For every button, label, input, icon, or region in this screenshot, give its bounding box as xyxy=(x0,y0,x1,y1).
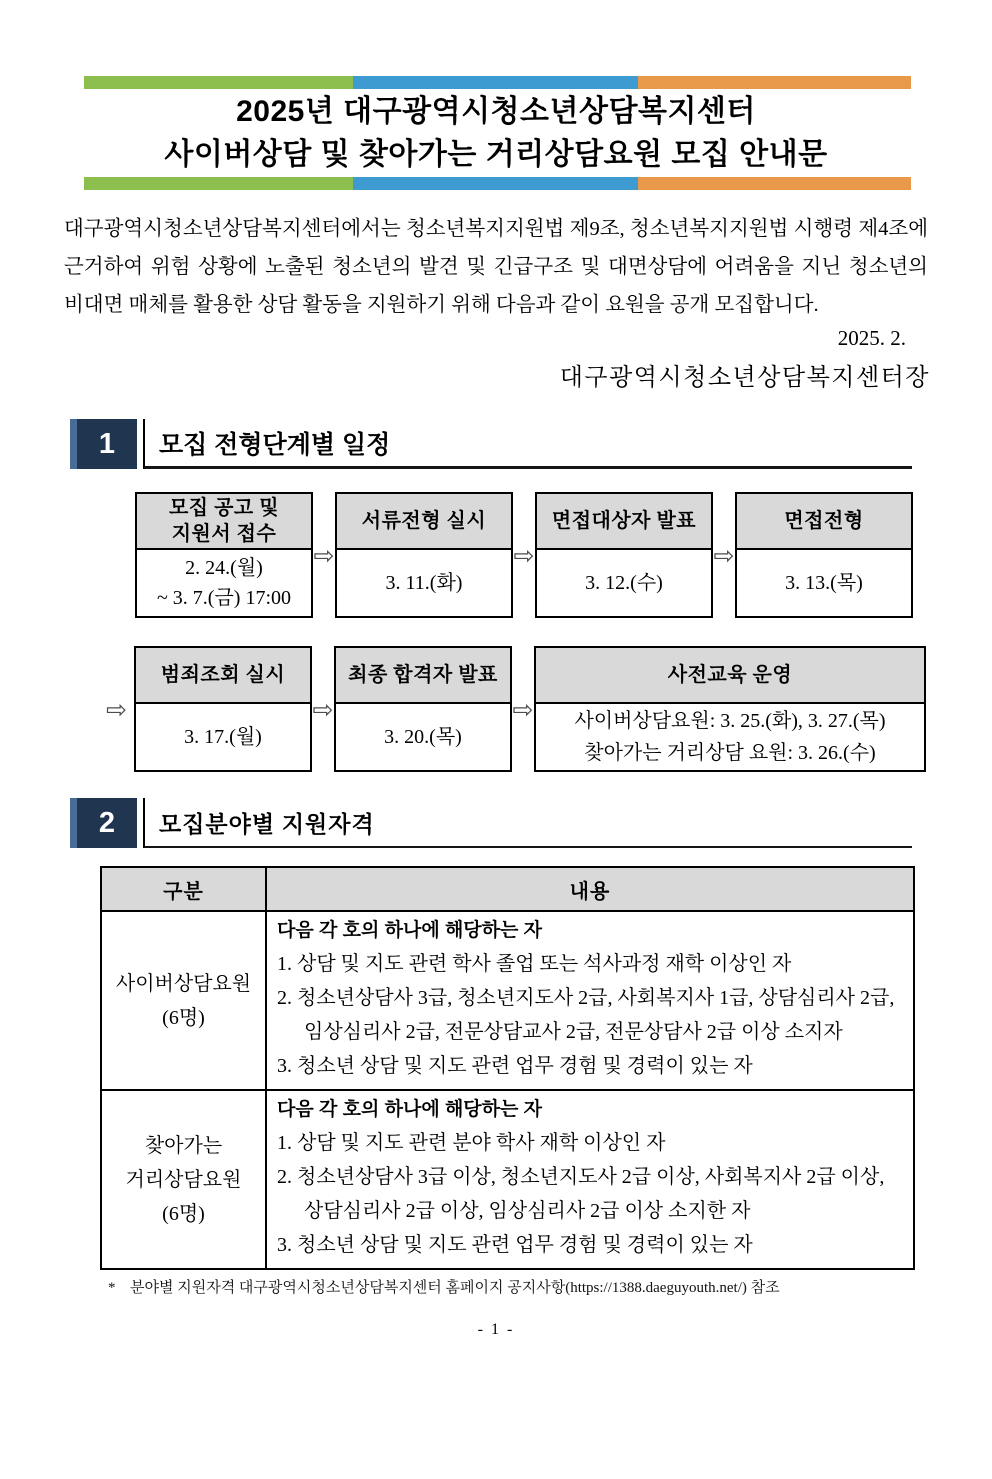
flow-box-title: 사전교육 운영 xyxy=(667,664,793,686)
page-number: - 1 - xyxy=(477,1321,515,1338)
category-name: 거리상담요원 xyxy=(125,1168,242,1191)
flow-box-interview xyxy=(735,492,913,618)
section-2-title: 모집분야별 지원자격 xyxy=(159,811,375,837)
banner-segment-blue xyxy=(353,177,638,190)
qualification-table xyxy=(100,866,915,1270)
flow-box-date: 3. 17.(월) xyxy=(184,726,262,748)
flow-box-title: 모집 공고 및 xyxy=(168,497,280,519)
flow-arrow-icon: ⇨ xyxy=(512,694,534,724)
flow-box-title: 면접전형 xyxy=(784,510,864,532)
category-count: (6명) xyxy=(162,1202,205,1225)
flow-box-date: 2. 24.(월) xyxy=(185,557,263,579)
flow-box-date: 3. 20.(목) xyxy=(384,726,462,748)
table-header-row xyxy=(101,867,914,911)
flow-box-pre-training xyxy=(534,646,926,772)
flow-box-date: 찾아가는 거리상담 요원: 3. 26.(수) xyxy=(584,742,876,764)
flow-box-interview-announcement xyxy=(535,492,713,618)
flow-arrow-icon: ⇨ xyxy=(312,694,334,724)
column-header-category: 구분 xyxy=(101,867,266,911)
flow-box-application xyxy=(135,492,313,618)
section-number-accent-strip xyxy=(70,798,77,848)
qualification-item: 2. 청소년상담사 3급, 청소년지도사 2급, 사회복지사 1급, 상담심리사 2급, 임상심리사 2급, 전문상담교사 2급, 전문상담사 2급 이상 소지자 xyxy=(277,987,895,1043)
flow-box-title: 지원서 접수 xyxy=(171,523,277,545)
flow-box-background-check xyxy=(134,646,312,772)
category-count: (6명) xyxy=(162,1006,205,1029)
footnote-marker: * xyxy=(108,1280,116,1296)
flow-arrow-icon: ⇨ xyxy=(106,694,127,724)
flow-box-title: 면접대상자 발표 xyxy=(551,510,697,532)
section-1-header xyxy=(70,419,912,469)
schedule-flow-row-2 xyxy=(104,646,992,772)
table-row-cyber-counselor xyxy=(101,911,914,1090)
flow-box-document-screening xyxy=(335,492,513,618)
flow-arrow-icon: ⇨ xyxy=(313,540,335,570)
banner-segment-blue xyxy=(353,76,638,89)
flow-arrow-icon: ⇨ xyxy=(513,540,535,570)
flow-box-title: 서류전형 실시 xyxy=(361,510,487,532)
document-title-line1: 2025년 대구광역시청소년상담복지센터 xyxy=(236,95,756,128)
category-name: 사이버상담요원 xyxy=(115,972,252,995)
flow-box-title: 범죄조회 실시 xyxy=(160,664,286,686)
banner-segment-green xyxy=(84,177,353,190)
flow-box-title: 최종 합격자 발표 xyxy=(348,664,498,686)
document-title-line2: 사이버상담 및 찾아가는 거리상담요원 모집 안내문 xyxy=(164,138,828,171)
banner-bar-top xyxy=(84,76,911,89)
flow-arrow-icon: ⇨ xyxy=(713,540,735,570)
qualification-item: 1. 상담 및 지도 관련 학사 졸업 또는 석사과정 재학 이상인 자 xyxy=(277,953,792,975)
footnote xyxy=(108,1276,932,1297)
flow-box-date: 3. 11.(화) xyxy=(385,572,463,594)
issue-date: 2025. 2. xyxy=(837,326,906,350)
qualification-lead: 다음 각 호의 하나에 해당하는 자 xyxy=(277,920,542,941)
qualification-item: 3. 청소년 상담 및 지도 관련 업무 경험 및 경력이 있는 자 xyxy=(277,1055,753,1077)
flow-box-date: 3. 13.(목) xyxy=(785,572,863,594)
section-1-title: 모집 전형단계별 일정 xyxy=(159,430,391,459)
flow-box-final-announcement xyxy=(334,646,512,772)
issuer-signature: 대구광역시청소년상담복지센터장 xyxy=(559,365,930,391)
table-row-street-counselor xyxy=(101,1090,914,1269)
footnote-text: 분야별 지원자격 대구광역시청소년상담복지센터 홈페이지 공지사항(https://1388.daeguyouth.net/) 참조 xyxy=(130,1280,780,1296)
banner-segment-orange xyxy=(638,76,911,89)
column-header-content: 내용 xyxy=(266,867,914,911)
flow-box-date: ~ 3. 7.(금) 17:00 xyxy=(156,587,292,609)
qualification-item: 3. 청소년 상담 및 지도 관련 업무 경험 및 경력이 있는 자 xyxy=(277,1234,753,1256)
banner-segment-green xyxy=(84,76,353,89)
section-1-number-badge: 1 xyxy=(77,419,137,469)
qualification-lead: 다음 각 호의 하나에 해당하는 자 xyxy=(277,1099,542,1120)
document-title xyxy=(42,90,950,176)
flow-box-date: 3. 12.(수) xyxy=(585,572,663,594)
banner-segment-orange xyxy=(638,177,911,190)
banner-bar-bottom xyxy=(84,177,911,190)
flow-box-date: 사이버상담요원: 3. 25.(화), 3. 27.(목) xyxy=(574,710,886,732)
section-number-accent-strip xyxy=(70,419,77,469)
qualification-item: 2. 청소년상담사 3급 이상, 청소년지도사 2급 이상, 사회복지사 2급 이상, 상담심리사 2급 이상, 임상심리사 2급 이상 소지한 자 xyxy=(277,1166,885,1222)
category-name: 찾아가는 xyxy=(144,1134,223,1157)
section-2-header xyxy=(70,798,912,848)
section-2-number-badge: 2 xyxy=(77,798,137,848)
schedule-flow-row-1 xyxy=(135,492,992,618)
intro-paragraph: 대구광역시청소년상담복지센터에서는 청소년복지지원법 제9조, 청소년복지지원법 시행령 제4조에 근거하여 위험 상황에 노출된 청소년의 발견 및 긴급구조 및 대면상담에 어려움을 지닌 청소년의 비대면 매체를 활용한 상담 활동을 지원하기 위해 다음과 같이 요원을 공개 모집합니다. xyxy=(64,218,928,316)
qualification-item: 1. 상담 및 지도 관련 분야 학사 재학 이상인 자 xyxy=(277,1132,666,1154)
